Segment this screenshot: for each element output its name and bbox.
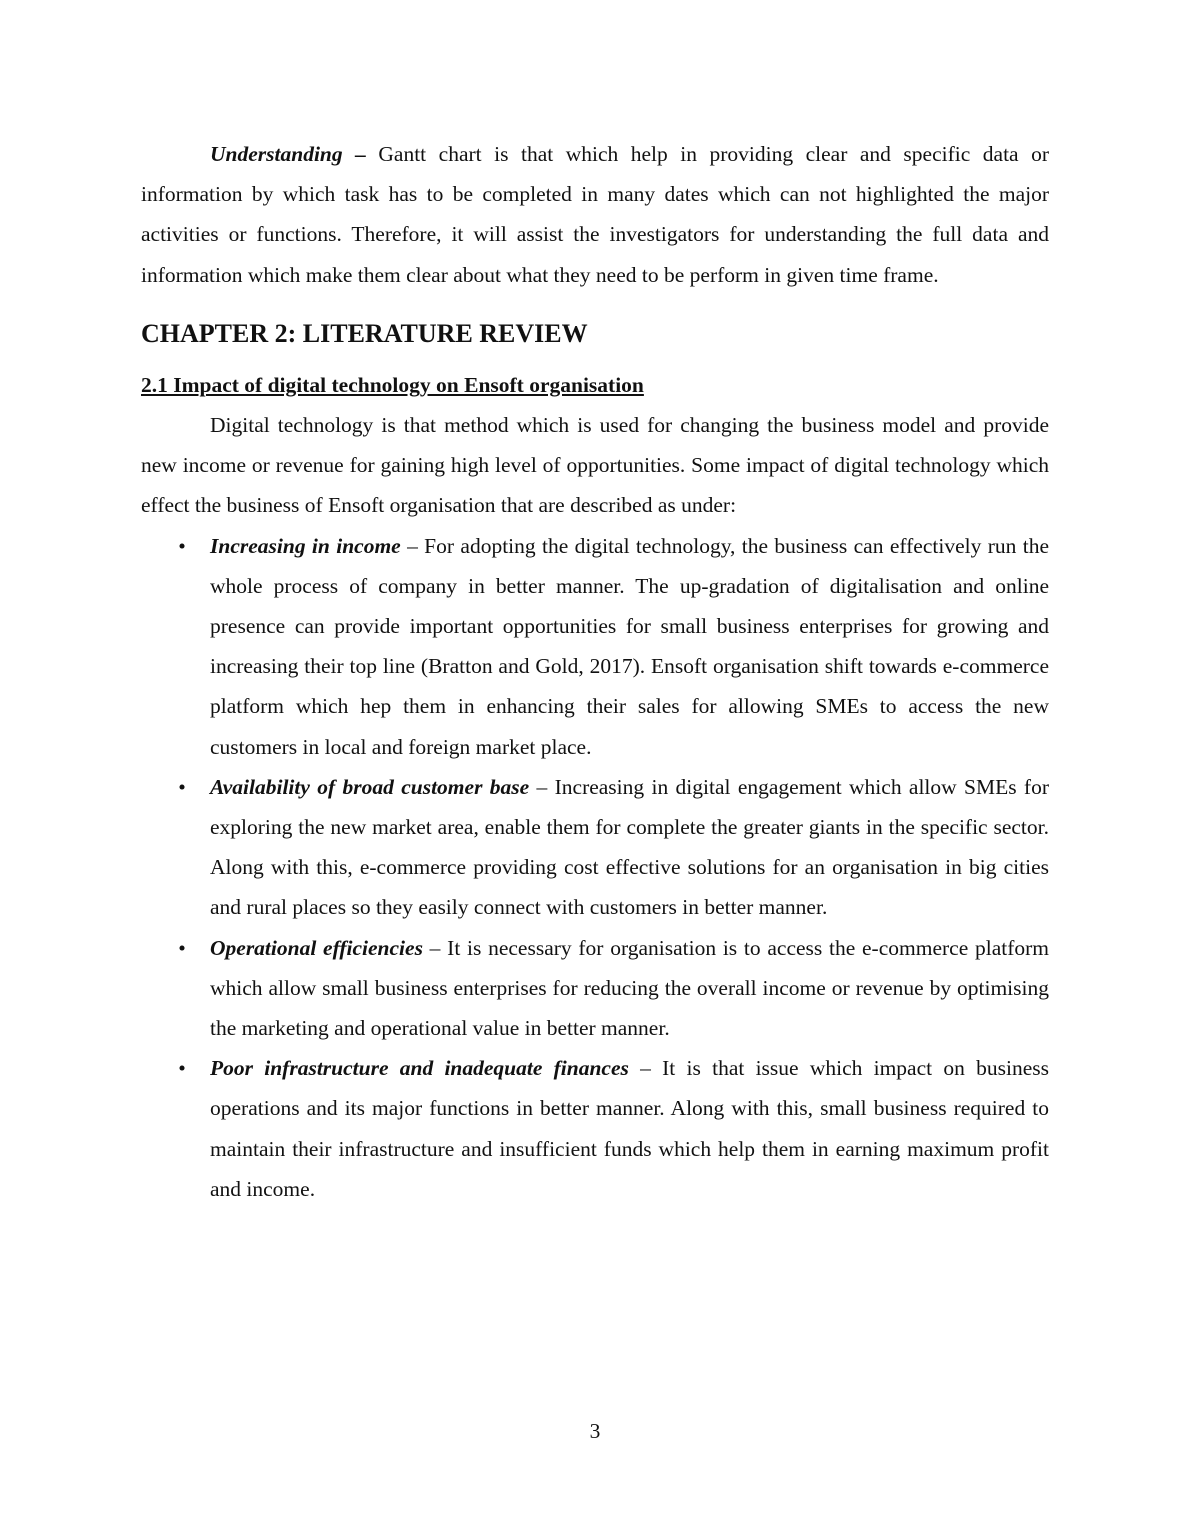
list-item-income — [141, 526, 1049, 767]
list-item-term: Availability of broad customer base — [210, 774, 530, 799]
bullet-icon: • — [178, 935, 186, 960]
impact-list — [141, 526, 1049, 1209]
bullet-icon: • — [178, 1056, 186, 1081]
list-item-operational-efficiencies — [141, 928, 1049, 1049]
section-paragraph: Digital technology is that method which is used for changing the business model and provide new income or revenue for gaining high level of opportunities. Some impact of digital technology which effect the business of Ensoft organisation that are described as under: — [141, 413, 1049, 518]
list-item-term: Poor infrastructure and inadequate finances — [210, 1056, 629, 1081]
list-item-text: – Increasing in digital engagement which allow SMEs for exploring the new market area, enable them for complete the greater giants in the specific sector. Along with this, e-commerce providing cost effective solutions for an organisation in big cities and rural places so they easily connect with customers in better manner. — [210, 774, 1049, 920]
intro-term: Understanding – — [210, 142, 366, 166]
list-item-term: Increasing in income — [210, 533, 401, 558]
list-item-customer-base — [141, 767, 1049, 928]
intro-text: Gantt chart is that which help in providing clear and specific data or information by which task has to be completed in many dates which can not highlighted the major activities or functions. Therefore, it will assist the investigators for understanding the full data and information which make them clear about what they need to be perform in given time frame. — [141, 142, 1050, 287]
list-item-text: – For adopting the digital technology, the business can effectively run the whole process of company in better manner. The up-gradation of digitalisation and online presence can provide important opportunities for small business enterprises for growing and increasing their top line (Bratton and Gold, 2017). Ensoft organisation shift towards e-commerce platform which hep them in enhancing their sales for allowing SMEs to access the new customers in local and foreign market place. — [210, 533, 1049, 759]
list-item-infrastructure — [141, 1048, 1049, 1209]
section-heading: 2.1 Impact of digital technology on Ensoft organisation — [141, 372, 644, 397]
document-page — [141, 134, 1049, 1209]
list-item-text: – It is necessary for organisation is to access the e-commerce platform which allow small business enterprises for reducing the overall income or revenue by optimising the marketing and operational value in better manner. — [210, 935, 1049, 1041]
bullet-icon: • — [178, 533, 186, 558]
page-number: 3 — [589, 1419, 601, 1443]
list-item-term: Operational efficiencies — [210, 935, 423, 960]
chapter-title: CHAPTER 2: LITERATURE REVIEW — [141, 318, 588, 348]
bullet-icon: • — [178, 774, 186, 799]
list-item-text: – It is that issue which impact on business operations and its major functions in better manner. Along with this, small business required to maintain their infrastructure and insufficient funds which help them in earning maximum profit and income. — [210, 1056, 1049, 1201]
intro-paragraph — [141, 134, 1049, 295]
